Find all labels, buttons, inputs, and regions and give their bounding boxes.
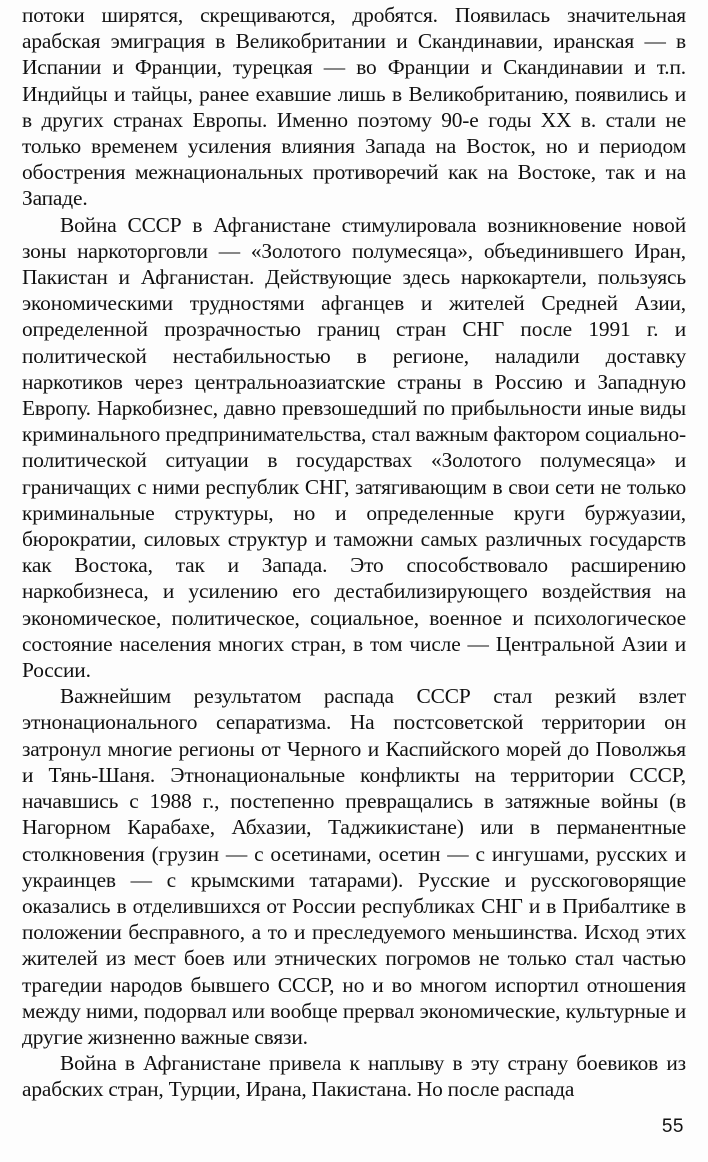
paragraph-afghanistan: Война в Афганистане привела к наплыву в эту страну боевиков из арабских стран, Турции, Ирана, Пакистана. Но после распада — [22, 1051, 686, 1102]
paragraph-drug-trade: Война СССР в Афганистане стимулировала возникновение новой зоны наркоторговли — «Золотого полумесяца», объединившего Иран, Пакистан и Афганистан. Действующие здесь наркокартели, пользуясь экономическими трудностями афганцев и жителей Средней Азии, определенной прозрачностью границ стран СНГ после 1991 г. и политической нестабильностью в регионе, наладили доставку наркотиков через центральноазиатские страны в Россию и Западную Европу. Наркобизнес, давно превзошедший по прибыльности иные виды криминального предпринимательства, стал важным фактором социально-политической ситуации в государствах «Золотого полумесяца» и граничащих с ними республик СНГ, затягивающим в свои сети не только криминальные структуры, но и определенные круги буржуазии, бюрократии, силовых структур и таможни самых различных государств как Востока, так и Запада. Это способствовало расширению наркобизнеса, и усилению его дестабилизирующего воздействия на экономическое, политическое, социальное, военное и психологическое состояние населения многих стран, в том числе — Центральной Азии и России. — [22, 212, 686, 683]
paragraph-separatism: Важнейшим результатом распада СССР стал резкий взлет этнонационального сепаратизма. На постсоветской территории он затронул многие регионы от Черного и Каспийского морей до Поволжья и Тянь-Шаня. Этнонациональные конфликты на территории СССР, начавшись с 1988 г., постепенно превращались в затяжные войны (в Нагорном Карабахе, Абхазии, Таджикистане) или в перманентные столкновения (грузин — с осетинами, осетин — с ингушами, русских и украинцев — с крымскими татарами). Русские и русскоговорящие оказались в отделившихся от России республиках СНГ и в Прибалтике в положении бесправного, а то и преследуемого меньшинства. Исход этих жителей из мест боев или этнических погромов не только стал частью трагедии народов бывшего СССР, но и во многом испортил отношения между ними, подорвал или вообще прервал экономические, культурные и другие жизненно важные связи. — [22, 684, 686, 1049]
paragraph-migration: потоки ширятся, скрещиваются, дробятся. Появилась значительная арабская эмиграция в Великобритании и Скандинавии, иранская — в Испании и Франции, турецкая — во Франции и Скандинавии и т.п. Индийцы и тайцы, ранее ехавшие лишь в Великобританию, появились и в других странах Европы. Именно поэтому 90-е годы XX в. стали не только временем усиления влияния Запада на Восток, но и периодом обострения межнациональных противоречий как на Востоке, так и на Западе. — [22, 3, 686, 211]
page-number: 55 — [661, 1116, 684, 1137]
body-text — [22, 2, 686, 1103]
